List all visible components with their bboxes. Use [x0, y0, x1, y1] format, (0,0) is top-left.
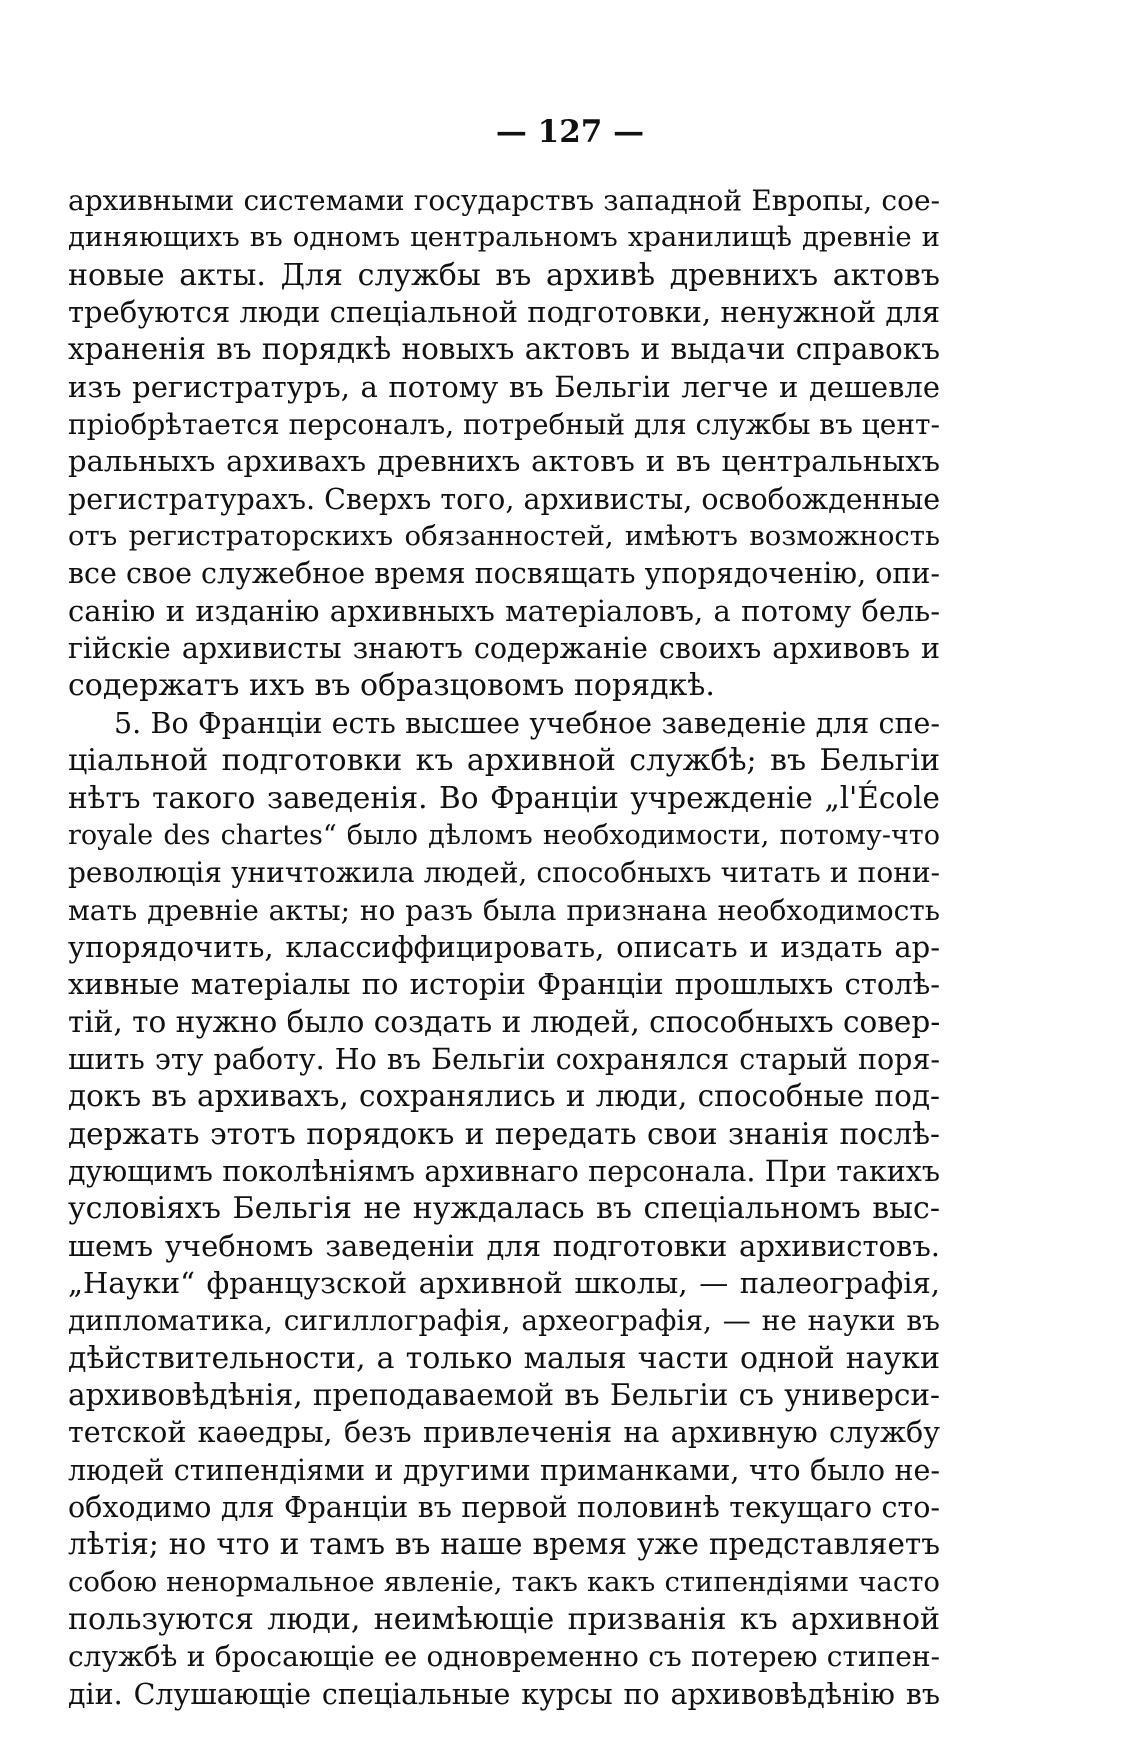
text-line: регистратурахъ. Сверхъ того, архивисты, освобожденные — [68, 482, 941, 516]
page-number: — 127 — — [495, 114, 645, 150]
text-line: шить эту работу. Но въ Бельгiи сохранялся старый поря- — [68, 1042, 940, 1076]
text-line: условiяхъ Бельгiя не нуждалась въ спецiальномъ выс- — [68, 1191, 940, 1227]
text-line: держать этотъ порядокъ и передать свои знанiя послѣ- — [68, 1116, 940, 1151]
text-line: храненiя въ порядкѣ новыхъ актовъ и выдачи справокъ — [68, 332, 940, 367]
text-line: упорядочить, классиффицировать, описать и издать ар- — [68, 929, 940, 964]
text-line: прiобрѣтается персоналъ, потребный для службы въ цент- — [68, 408, 940, 442]
text-line: хивные матерiалы по исторiи Францiи прошлыхъ столѣ- — [68, 967, 940, 1002]
text-line: собою ненормальное явленiе, такъ какъ стипендiями часто — [68, 1565, 940, 1598]
text-line: все свое служебное время посвящать упорядоченiю, опи- — [68, 557, 940, 591]
text-line: дѣйствительности, а только малыя части одной науки — [68, 1340, 940, 1376]
text-line: архивными системами государствъ западной Европы, сое- — [68, 184, 940, 217]
text-line: royale des chartes“ было дѣломъ необходимости, потому-что — [68, 819, 940, 851]
text-line: диняющихъ въ одномъ центральномъ хранилищѣ древнiе и — [68, 221, 940, 254]
text-line: ральныхъ архивахъ древнихъ актовъ и въ центральныхъ — [68, 444, 940, 479]
text-line: пользуются люди, неимѣющiе призванiя къ архивной — [68, 1602, 940, 1638]
text-line: дующимъ поколѣнiямъ архивнаго персонала. При такихъ — [68, 1154, 940, 1188]
text-line: лѣтiя; но что и тамъ въ наше время уже представляетъ — [68, 1527, 940, 1562]
text-line: обходимо для Францiи въ первой половинѣ текущаго сто- — [68, 1491, 940, 1525]
text-line: отъ регистраторскихъ обязанностей, имѣютъ возможность — [68, 520, 940, 553]
text-line: архивовѣдѣнiя, преподаваемой въ Бельгiи съ универси- — [68, 1378, 940, 1412]
text-line: изъ регистратуръ, а потому въ Бельгiи легче и дешевле — [68, 369, 940, 404]
text-line: содержатъ ихъ въ образцовомъ порядкѣ. — [68, 668, 715, 704]
text-line: „Науки“ французской архивной школы, — палеографiя, — [68, 1265, 940, 1300]
text-line: шемъ учебномъ заведенiи для подготовки архивистовъ. — [68, 1228, 940, 1263]
text-line: тiй, то нужно было создать и людей, способныхъ совер- — [68, 1004, 941, 1039]
text-line: людей стипендiями и другими приманками, что было не- — [68, 1453, 940, 1487]
text-line: нѣтъ такого заведенiя. Во Францiи учрежденiе „l'École — [68, 780, 940, 815]
text-line: новые акты. Для службы въ архивѣ древнихъ актовъ — [68, 257, 940, 293]
text-line: дiи. Слушающiе спецiальные курсы по архивовѣдѣнiю въ — [68, 1677, 940, 1711]
text-line: мать древнiе акты; но разъ была признана необходимость — [68, 893, 940, 927]
text-line: требуются люди спецiальной подготовки, ненужной для — [68, 295, 940, 330]
text-line: гiйскiе архивисты знаютъ содержанiе своихъ архивовъ и — [68, 632, 940, 666]
text-line: революцiя уничтожила людей, способныхъ читать и пони- — [68, 856, 940, 890]
text-line: цiальной подготовки къ архивной службѣ; въ Бельгiи — [68, 743, 940, 779]
body-text — [68, 182, 940, 1713]
text-line: службѣ и бросающiе ее одновременно съ потерею стипен- — [68, 1640, 940, 1674]
text-line: санiю и изданiю архивныхъ матерiаловъ, а потому бель- — [68, 593, 940, 628]
text-line: докъ въ архивахъ, сохранялись и люди, способные под- — [68, 1079, 940, 1114]
text-line: дипломатика, сигиллографiя, археографiя, — не науки въ — [68, 1304, 940, 1338]
text-line: 5. Во Францiи есть высшее учебное заведенiе для спе- — [114, 706, 940, 740]
text-line: тетской каѳедры, безъ привлеченiя на архивную службу — [68, 1416, 940, 1450]
